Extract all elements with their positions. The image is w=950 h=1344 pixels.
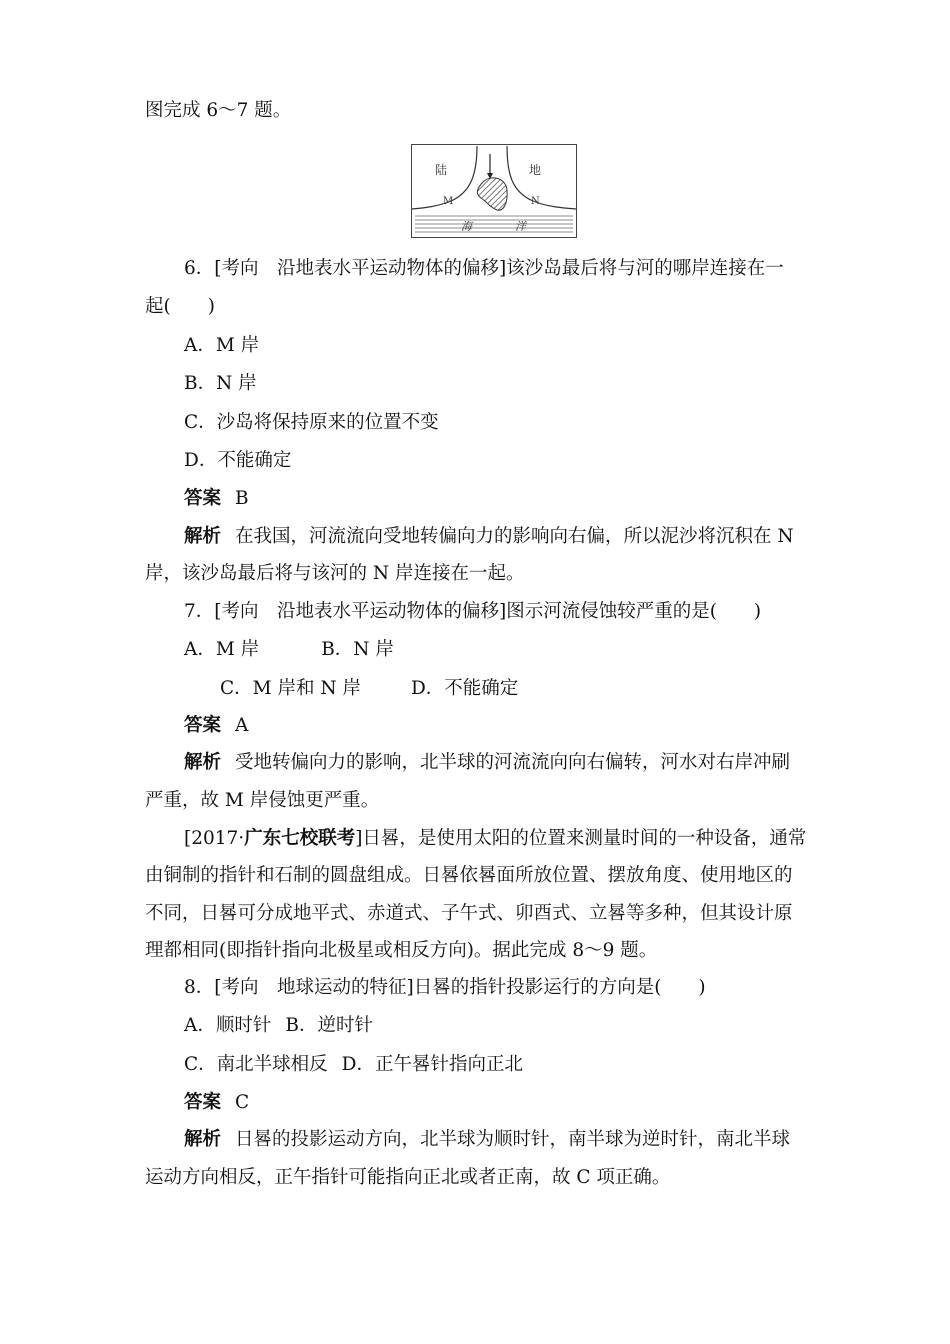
q8-stem: 8．[考向 地球运动的特征]日晷的指针投影运行的方向是( ) — [184, 977, 706, 998]
q8-analysis-label: 解析 — [184, 1129, 222, 1150]
q6-answer-value: B — [235, 488, 249, 509]
q8-answer-value: C — [235, 1092, 250, 1113]
intro-line: 图完成 6～7 题。 — [145, 100, 292, 121]
label-land1: 陆 — [435, 163, 448, 177]
q8-option-d: D．正午晷针指向正北 — [341, 1054, 523, 1075]
q8-answer-label: 答案 — [184, 1092, 222, 1113]
q7-option-b: B．N 岸 — [321, 639, 394, 660]
passage-source-name: 广东七校联考 — [244, 828, 356, 849]
q7-answer — [184, 713, 248, 739]
passage-source-close: ] — [355, 828, 363, 849]
passage-line3: 不同，日晷可分成地平式、赤道式、子午式、卯酉式、立晷等多种，但其设计原 — [145, 903, 793, 924]
q6-answer-label: 答案 — [184, 488, 222, 509]
passage-source-open: [2017· — [184, 828, 245, 849]
q8-analysis-text1: 日晷的投影运动方向，北半球为顺时针，南半球为逆时针，南北半球 — [235, 1129, 791, 1150]
passage-line1-text: 日晷，是使用太阳的位置来测量时间的一种设备，通常 — [362, 828, 807, 849]
river-diagram — [411, 144, 577, 238]
q6-option-c: C．沙岛将保持原来的位置不变 — [184, 412, 439, 433]
q8-answer — [184, 1090, 249, 1116]
q8-analysis-line1 — [184, 1127, 790, 1153]
q8-options-ab — [184, 1013, 373, 1039]
q7-stem: 7．[考向 沿地表水平运动物体的偏移]图示河流侵蚀较严重的是( ) — [184, 601, 762, 622]
passage-line2: 由铜制的指针和石制的圆盘组成。日晷依晷面所放位置、摆放角度、使用地区的 — [145, 865, 793, 886]
q8-option-b: B．逆时针 — [285, 1015, 373, 1036]
q7-analysis-line1 — [184, 750, 790, 776]
q6-analysis-label: 解析 — [184, 526, 222, 547]
q6-analysis-text1: 在我国，河流流向受地转偏向力的影响向右偏，所以泥沙将沉积在 N — [235, 526, 794, 547]
q8-options-cd — [184, 1052, 523, 1078]
q6-option-b: B．N 岸 — [184, 373, 257, 394]
label-n: N — [531, 196, 540, 207]
q7-analysis-text1: 受地转偏向力的影响，北半球的河流流向向右偏转，河水对右岸冲刷 — [235, 752, 791, 773]
q8-option-a: A．顺时针 — [184, 1015, 272, 1036]
river-sandbar-figure — [411, 144, 577, 238]
label-sea1: 海 — [461, 220, 472, 233]
q6-option-a: A．M 岸 — [184, 335, 260, 356]
q6-analysis-line2: 岸，该沙岛最后将与该河的 N 岸连接在一起。 — [145, 563, 525, 584]
q6-analysis-line1 — [184, 524, 794, 550]
q8-analysis-line2: 运动方向相反，正午指针可能指向正北或者正南，故 C 项正确。 — [145, 1167, 671, 1188]
passage-line4: 理都相同(即指针指向北极星或相反方向)。据此完成 8～9 题。 — [145, 940, 658, 961]
label-m: M — [443, 196, 454, 207]
q6-option-d: D．不能确定 — [184, 450, 292, 471]
q7-option-a: A．M 岸 — [184, 639, 260, 660]
q6-stem-line1: 6．[考向 沿地表水平运动物体的偏移]该沙岛最后将与河的哪岸连接在一 — [184, 258, 784, 279]
q8-option-c: C．南北半球相反 — [184, 1054, 328, 1075]
q6-stem-line2: 起( ) — [145, 296, 215, 317]
q7-options-ab — [184, 637, 394, 663]
label-land2: 地 — [529, 163, 542, 177]
q6-answer — [184, 486, 249, 512]
q7-analysis-line2: 严重，故 M 岸侵蚀更严重。 — [145, 790, 380, 811]
q7-option-c: C．M 岸和 N 岸 — [220, 678, 361, 699]
q7-option-d: D．不能确定 — [410, 678, 519, 699]
q7-answer-label: 答案 — [184, 715, 222, 736]
q7-analysis-label: 解析 — [184, 752, 222, 773]
q7-answer-value: A — [235, 715, 249, 736]
label-sea2: 洋 — [515, 220, 526, 233]
passage-line1 — [184, 826, 806, 852]
q7-options-cd — [220, 676, 518, 702]
